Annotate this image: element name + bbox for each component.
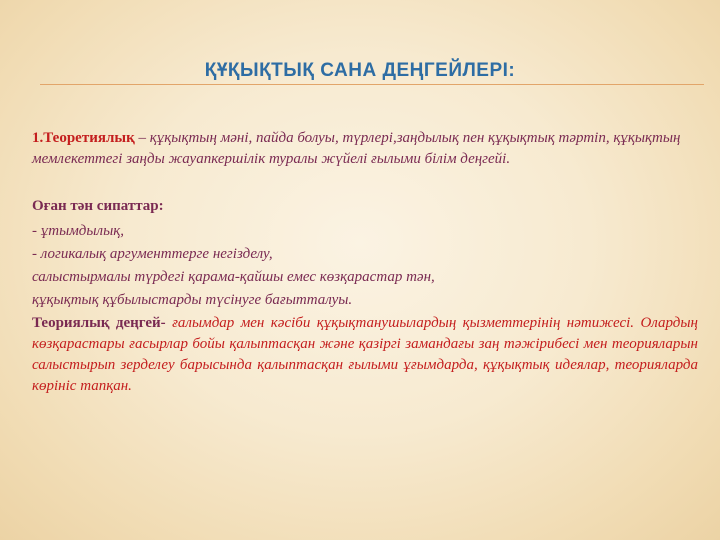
- feature-item: - ұтымдылық,: [32, 223, 125, 239]
- theory-paragraph: [32, 313, 698, 397]
- definition-text: – құқықтың мәні, пайда болуы, түрлері,заңдылық пен құқықтық тәртіп, құқықтың мемлекеттегі заңды жауапкершілік туралы жүйелі ғылыми білім деңгейі.: [32, 130, 681, 167]
- feature-item: - логикалық аргументтерге негізделу,: [32, 246, 273, 262]
- title-underline: [40, 84, 704, 85]
- feature-item: құқықтық құбылыстарды түсінуге бағытталуы.: [32, 292, 353, 308]
- slide-body: [32, 128, 698, 397]
- feature-item: салыстырмалы түрдегі қарама-қайшы емес көзқарастар тән,: [32, 269, 435, 285]
- theory-lead: Теориялық деңгей-: [32, 315, 166, 331]
- slide-title: ҚҰҚЫҚТЫҚ САНА ДЕҢГЕЙЛЕРІ:: [204, 60, 516, 81]
- features-heading: Оған тән сипаттар:: [32, 198, 164, 214]
- theory-text: ғалымдар мен кәсіби құқықтанушылардың қызметтерінің нәтижесі. Олардың көзқарастары ғасырлар бойы қалыптасқан және қазіргі замандағы заң тәжірибесі мен теорияларын салыстырып зерделеу барысында қалыптасқан ғылыми ұғымдарда, құқықтық идеялар, теорияларда көрініс тапқан.: [32, 315, 698, 394]
- definition-paragraph: [32, 128, 698, 170]
- definition-lead: 1.Теоретиялық: [32, 130, 135, 146]
